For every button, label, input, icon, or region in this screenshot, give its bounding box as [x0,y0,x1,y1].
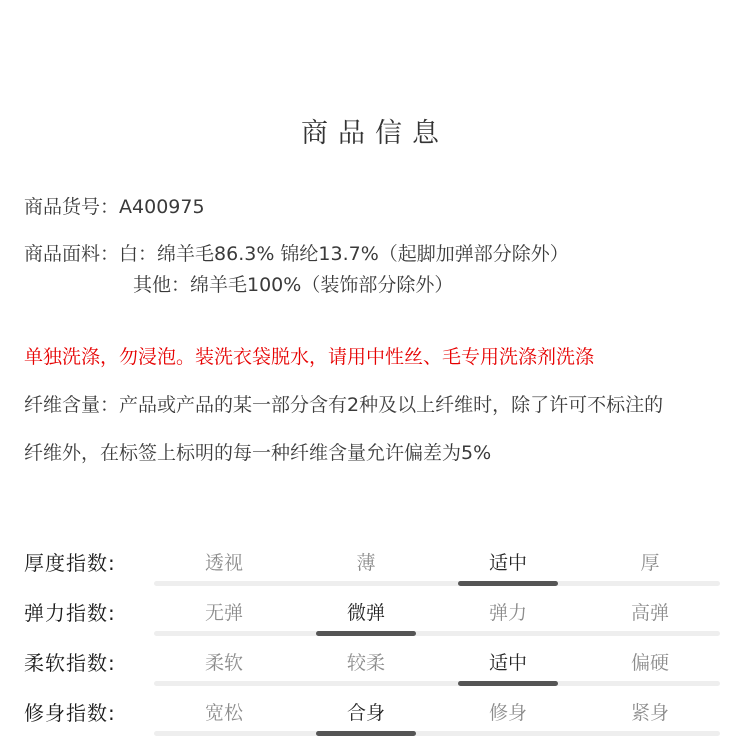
index-option: 弹力 [488,602,527,624]
index-label: 弹力指数: [24,601,116,625]
index-label: 修身指数: [24,701,116,725]
section-title: 商品信息 [301,118,449,149]
fabric-row [24,241,569,267]
index-option: 较柔 [346,652,385,674]
index-option: 柔软 [204,652,243,674]
index-option: 微弹 [346,602,385,624]
index-label: 柔软指数: [24,651,116,675]
index-option: 透视 [204,552,243,574]
index-selected-indicator [316,631,416,636]
sku-label: 商品货号： [24,196,120,218]
index-track [154,681,720,686]
index-track [154,731,720,736]
index-option: 合身 [346,702,385,724]
fiber-note-line-2: 纤维外，在标签上标明的每一种纤维含量允许偏差为5% [24,442,492,464]
index-option: 宽松 [204,702,243,724]
sku-row [24,194,205,220]
sku-value: A400975 [119,196,205,218]
index-option: 无弹 [204,602,243,624]
wash-warning: 单独洗涤，勿浸泡。装洗衣袋脱水，请用中性丝、毛专用洗涤剂洗涤 [24,346,595,368]
index-selected-indicator [458,581,558,586]
index-track [154,581,720,586]
index-option: 紧身 [630,702,669,724]
index-selected-indicator [458,681,558,686]
index-track [154,631,720,636]
index-option: 修身 [488,702,527,724]
index-option: 偏硬 [630,652,669,674]
index-option: 薄 [356,552,376,574]
index-option: 厚 [640,552,660,574]
index-option: 适中 [488,652,527,674]
index-label: 厚度指数: [24,551,116,575]
index-option: 高弹 [630,602,669,624]
index-option: 适中 [488,552,527,574]
fabric-line-2: 其他：绵羊毛100%（装饰部分除外） [133,274,454,296]
fabric-line-1: 白：绵羊毛86.3% 锦纶13.7%（起脚加弹部分除外） [119,243,569,265]
fabric-label: 商品面料： [24,243,120,265]
index-selected-indicator [316,731,416,736]
fiber-note-line-1: 纤维含量：产品或产品的某一部分含有2种及以上纤维时，除了许可不标注的 [24,394,664,416]
